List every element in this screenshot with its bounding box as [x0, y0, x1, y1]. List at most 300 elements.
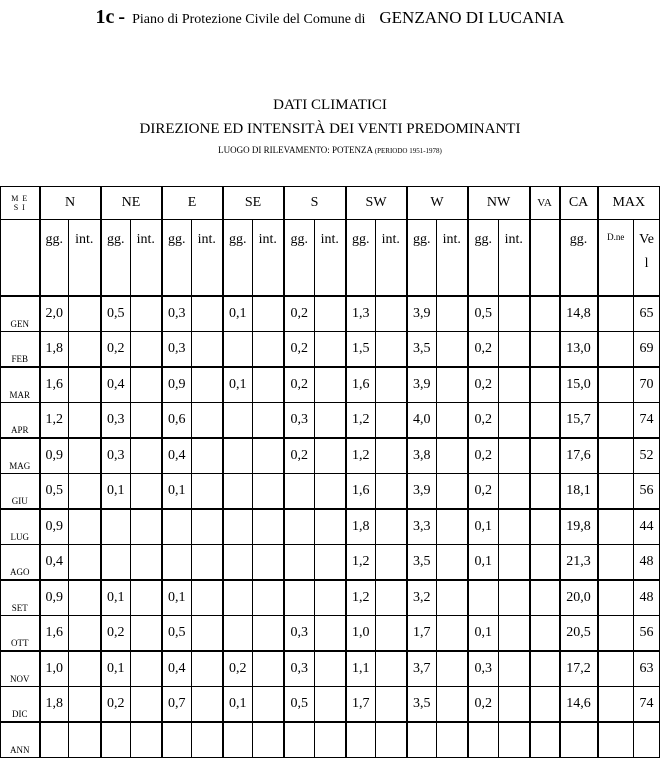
table-row: [1, 367, 660, 403]
data-cell: 1,3: [346, 296, 376, 332]
data-cell: [437, 474, 468, 510]
subheader-gg: gg.: [223, 220, 253, 297]
data-cell: [437, 687, 468, 723]
data-cell: 0,9: [40, 438, 69, 474]
data-cell: [315, 367, 346, 403]
data-cell: [131, 651, 162, 687]
subheader-int: int.: [253, 220, 284, 297]
data-cell: [223, 722, 253, 758]
data-cell: 0,3: [284, 403, 315, 439]
data-cell: 0,9: [40, 509, 69, 545]
data-cell: [315, 651, 346, 687]
data-cell: [192, 438, 223, 474]
data-cell: [69, 509, 101, 545]
month-label: GEN: [1, 296, 40, 332]
data-cell: 0,3: [468, 651, 499, 687]
data-cell: [376, 509, 407, 545]
data-cell: 0,3: [284, 616, 315, 652]
max-subheader-speed: [634, 220, 660, 297]
data-cell: 0,1: [223, 687, 253, 723]
data-cell: 0,1: [101, 580, 131, 616]
data-cell: [253, 403, 284, 439]
mesi-label-1: M E: [11, 194, 29, 203]
data-cell: 3,5: [407, 332, 437, 368]
data-cell: [437, 722, 468, 758]
data-cell: [69, 616, 101, 652]
data-cell: 1,2: [346, 580, 376, 616]
data-cell: [69, 545, 101, 581]
data-cell: 15,0: [560, 367, 598, 403]
data-cell: [131, 403, 162, 439]
data-cell: 3,2: [407, 580, 437, 616]
data-cell: 0,5: [101, 296, 131, 332]
subheader-gg: gg.: [346, 220, 376, 297]
table-row: [1, 509, 660, 545]
data-cell: [253, 545, 284, 581]
data-cell: [437, 438, 468, 474]
data-cell: 0,3: [101, 403, 131, 439]
data-cell: [223, 403, 253, 439]
data-cell: 63: [634, 651, 660, 687]
va-subheader-empty: [530, 220, 560, 297]
data-cell: [598, 296, 634, 332]
data-cell: [560, 722, 598, 758]
data-cell: [499, 687, 530, 723]
data-cell: [69, 403, 101, 439]
data-cell: 20,5: [560, 616, 598, 652]
data-cell: [192, 545, 223, 581]
data-cell: 14,8: [560, 296, 598, 332]
data-cell: [253, 580, 284, 616]
data-cell: [69, 651, 101, 687]
data-cell: [407, 722, 437, 758]
subheader-gg: gg.: [40, 220, 69, 297]
data-cell: 0,1: [101, 651, 131, 687]
data-cell: [315, 616, 346, 652]
data-cell: [376, 616, 407, 652]
data-cell: [192, 474, 223, 510]
data-cell: 0,1: [162, 580, 192, 616]
data-cell: [376, 367, 407, 403]
municipality-name: GENZANO DI LUCANIA: [379, 8, 565, 27]
data-cell: [69, 687, 101, 723]
data-cell: 0,4: [162, 651, 192, 687]
data-cell: 1,2: [346, 545, 376, 581]
data-cell: 15,7: [560, 403, 598, 439]
data-cell: [253, 616, 284, 652]
data-cell: 20,0: [560, 580, 598, 616]
data-cell: [223, 545, 253, 581]
data-cell: 0,1: [223, 296, 253, 332]
table-row: [1, 438, 660, 474]
data-cell: [131, 722, 162, 758]
data-cell: [346, 722, 376, 758]
title-line-3: [0, 145, 660, 155]
table-row: [1, 616, 660, 652]
data-cell: [69, 722, 101, 758]
data-cell: [192, 509, 223, 545]
data-cell: 3,9: [407, 296, 437, 332]
month-label: GIU: [1, 474, 40, 510]
data-cell: [499, 332, 530, 368]
data-cell: [315, 438, 346, 474]
data-cell: 3,8: [407, 438, 437, 474]
data-cell: [499, 580, 530, 616]
data-cell: [131, 509, 162, 545]
data-cell: [162, 722, 192, 758]
data-cell: 0,1: [101, 474, 131, 510]
table-row: [1, 332, 660, 368]
mesi-header: [1, 187, 40, 220]
data-cell: [598, 545, 634, 581]
data-cell: [468, 722, 499, 758]
data-cell: [69, 332, 101, 368]
data-cell: [69, 438, 101, 474]
data-cell: [598, 332, 634, 368]
data-cell: [530, 616, 560, 652]
data-cell: 0,2: [468, 403, 499, 439]
survey-period: (PERIODO 1951-1978): [374, 147, 442, 155]
subheader-int: int.: [499, 220, 530, 297]
data-cell: 0,2: [101, 687, 131, 723]
data-cell: 48: [634, 580, 660, 616]
data-cell: 0,5: [40, 474, 69, 510]
ca-subheader-gg: gg.: [560, 220, 598, 297]
data-cell: 1,0: [40, 651, 69, 687]
data-cell: 0,5: [284, 687, 315, 723]
data-cell: 18,1: [560, 474, 598, 510]
data-cell: 0,3: [162, 296, 192, 332]
data-cell: [131, 545, 162, 581]
ca-header: CA: [560, 187, 598, 220]
subheader-int: int.: [131, 220, 162, 297]
data-cell: [253, 438, 284, 474]
data-cell: [598, 580, 634, 616]
month-label: LUG: [1, 509, 40, 545]
data-cell: 1,2: [346, 438, 376, 474]
wind-data-table: [0, 186, 660, 758]
data-cell: 0,2: [101, 616, 131, 652]
data-cell: [499, 296, 530, 332]
data-cell: [530, 296, 560, 332]
data-cell: [131, 438, 162, 474]
data-cell: 1,6: [346, 367, 376, 403]
data-cell: 0,3: [162, 332, 192, 368]
va-header: VA: [530, 187, 560, 220]
data-cell: 17,2: [560, 651, 598, 687]
data-cell: 3,3: [407, 509, 437, 545]
data-cell: [315, 722, 346, 758]
data-cell: [192, 687, 223, 723]
data-cell: 52: [634, 438, 660, 474]
max-subheader-speed-line2: l: [644, 256, 649, 271]
data-cell: 0,4: [40, 545, 69, 581]
data-cell: [223, 580, 253, 616]
data-cell: [530, 438, 560, 474]
data-cell: [192, 332, 223, 368]
data-cell: [101, 545, 131, 581]
data-cell: [376, 651, 407, 687]
data-cell: [634, 722, 660, 758]
data-cell: [499, 616, 530, 652]
data-cell: [192, 296, 223, 332]
data-cell: 0,2: [284, 296, 315, 332]
data-cell: [437, 616, 468, 652]
data-cell: [315, 687, 346, 723]
data-cell: 1,8: [346, 509, 376, 545]
data-cell: 0,3: [101, 438, 131, 474]
data-cell: 0,2: [468, 438, 499, 474]
table-row: [1, 687, 660, 723]
subheader-gg: gg.: [284, 220, 315, 297]
data-cell: [69, 474, 101, 510]
data-cell: 1,1: [346, 651, 376, 687]
data-cell: [437, 509, 468, 545]
subheader-int: int.: [376, 220, 407, 297]
data-cell: [131, 332, 162, 368]
data-cell: [253, 722, 284, 758]
data-cell: 56: [634, 616, 660, 652]
data-cell: [101, 722, 131, 758]
data-cell: [284, 509, 315, 545]
data-cell: [598, 403, 634, 439]
data-cell: [253, 367, 284, 403]
data-cell: [284, 545, 315, 581]
data-cell: 3,5: [407, 545, 437, 581]
data-cell: [315, 332, 346, 368]
data-cell: 44: [634, 509, 660, 545]
data-cell: [253, 332, 284, 368]
data-cell: [131, 474, 162, 510]
data-cell: 0,5: [162, 616, 192, 652]
data-cell: 2,0: [40, 296, 69, 332]
direction-header: NE: [101, 187, 162, 220]
data-cell: [223, 474, 253, 510]
table-row: [1, 403, 660, 439]
data-cell: [437, 296, 468, 332]
data-cell: 69: [634, 332, 660, 368]
document-code: 1c: [95, 6, 115, 28]
data-cell: 0,2: [223, 651, 253, 687]
data-cell: [598, 722, 634, 758]
direction-header: W: [407, 187, 468, 220]
data-cell: 0,7: [162, 687, 192, 723]
data-cell: 13,0: [560, 332, 598, 368]
data-cell: [192, 580, 223, 616]
data-cell: 0,9: [40, 580, 69, 616]
data-cell: [223, 616, 253, 652]
data-cell: 0,4: [162, 438, 192, 474]
data-cell: [315, 474, 346, 510]
data-cell: [598, 687, 634, 723]
data-cell: 0,2: [284, 367, 315, 403]
data-cell: [499, 367, 530, 403]
data-cell: [69, 296, 101, 332]
data-cell: 1,6: [346, 474, 376, 510]
data-cell: 0,2: [468, 332, 499, 368]
data-cell: [376, 545, 407, 581]
data-cell: [376, 438, 407, 474]
data-cell: [499, 474, 530, 510]
data-cell: [131, 580, 162, 616]
data-cell: 1,5: [346, 332, 376, 368]
subheader-int: int.: [315, 220, 346, 297]
mesi-label-2: S I: [13, 203, 26, 212]
data-cell: [284, 474, 315, 510]
data-cell: [530, 722, 560, 758]
data-cell: [69, 580, 101, 616]
data-cell: [437, 403, 468, 439]
data-cell: [101, 509, 131, 545]
data-cell: 0,2: [468, 687, 499, 723]
data-cell: 1,7: [346, 687, 376, 723]
data-cell: 1,7: [407, 616, 437, 652]
header-subtitle: Piano di Protezione Civile del Comune di: [132, 12, 366, 27]
data-cell: [315, 403, 346, 439]
data-cell: [253, 509, 284, 545]
data-cell: 3,9: [407, 367, 437, 403]
data-cell: [376, 296, 407, 332]
title-line-2: DIREZIONE ED INTENSITÀ DEI VENTI PREDOMINANTI: [139, 121, 521, 137]
data-cell: 74: [634, 403, 660, 439]
data-cell: [162, 545, 192, 581]
data-cell: 0,4: [101, 367, 131, 403]
data-cell: [192, 616, 223, 652]
data-cell: [376, 722, 407, 758]
data-cell: [530, 545, 560, 581]
data-cell: 0,5: [468, 296, 499, 332]
data-cell: 0,1: [468, 545, 499, 581]
data-cell: 0,1: [223, 367, 253, 403]
data-cell: 0,2: [284, 438, 315, 474]
survey-location: LUOGO DI RILEVAMENTO: POTENZA: [218, 145, 373, 155]
table-row: [1, 296, 660, 332]
data-cell: 0,2: [468, 474, 499, 510]
wind-table-body: [1, 187, 660, 758]
max-subheader-speed-line1: Ve: [639, 232, 654, 247]
data-cell: [162, 509, 192, 545]
data-cell: [499, 438, 530, 474]
data-cell: [499, 722, 530, 758]
data-cell: [499, 545, 530, 581]
data-cell: [131, 367, 162, 403]
data-cell: [598, 367, 634, 403]
data-cell: [437, 332, 468, 368]
data-cell: [131, 687, 162, 723]
data-cell: 1,2: [40, 403, 69, 439]
data-cell: [499, 403, 530, 439]
data-cell: [499, 651, 530, 687]
document-header: [0, 6, 660, 29]
month-label: NOV: [1, 651, 40, 687]
mesi-subheader-empty: [1, 220, 40, 297]
data-cell: [530, 580, 560, 616]
data-cell: [437, 367, 468, 403]
data-cell: 1,8: [40, 332, 69, 368]
data-cell: 0,6: [162, 403, 192, 439]
subheader-gg: gg.: [468, 220, 499, 297]
data-cell: [223, 332, 253, 368]
data-cell: 17,6: [560, 438, 598, 474]
data-cell: [315, 509, 346, 545]
data-cell: [437, 545, 468, 581]
data-cell: 70: [634, 367, 660, 403]
data-cell: 48: [634, 545, 660, 581]
data-cell: 56: [634, 474, 660, 510]
data-cell: [530, 332, 560, 368]
data-cell: 74: [634, 687, 660, 723]
month-label: FEB: [1, 332, 40, 368]
data-cell: 1,6: [40, 367, 69, 403]
data-cell: 0,9: [162, 367, 192, 403]
direction-header: NW: [468, 187, 530, 220]
data-cell: [530, 474, 560, 510]
data-cell: [223, 438, 253, 474]
month-label: MAR: [1, 367, 40, 403]
table-row: [1, 474, 660, 510]
max-subheader-direction: D.ne: [598, 220, 634, 297]
data-cell: [530, 509, 560, 545]
data-cell: [530, 651, 560, 687]
data-cell: [376, 687, 407, 723]
subheader-int: int.: [192, 220, 223, 297]
data-cell: [69, 367, 101, 403]
table-row: [1, 580, 660, 616]
data-cell: [315, 545, 346, 581]
table-row: [1, 651, 660, 687]
data-cell: 3,7: [407, 651, 437, 687]
direction-header: N: [40, 187, 101, 220]
data-cell: [192, 651, 223, 687]
month-label: SET: [1, 580, 40, 616]
month-label: DIC: [1, 687, 40, 723]
subheader-gg: gg.: [407, 220, 437, 297]
header-dash: -: [118, 6, 126, 28]
data-cell: [192, 403, 223, 439]
data-cell: [253, 296, 284, 332]
table-row: [1, 545, 660, 581]
data-cell: 1,6: [40, 616, 69, 652]
data-cell: [598, 438, 634, 474]
month-label: OTT: [1, 616, 40, 652]
direction-header: SW: [346, 187, 407, 220]
data-cell: 65: [634, 296, 660, 332]
data-cell: 3,9: [407, 474, 437, 510]
direction-header: SE: [223, 187, 284, 220]
data-cell: 1,2: [346, 403, 376, 439]
data-cell: [253, 687, 284, 723]
data-cell: [284, 580, 315, 616]
month-label: APR: [1, 403, 40, 439]
data-cell: [315, 580, 346, 616]
data-cell: [376, 332, 407, 368]
subheader-int: int.: [437, 220, 468, 297]
data-cell: 19,8: [560, 509, 598, 545]
data-cell: [284, 722, 315, 758]
data-cell: 14,6: [560, 687, 598, 723]
data-cell: [468, 580, 499, 616]
data-cell: [131, 296, 162, 332]
data-cell: [40, 722, 69, 758]
subheader-gg: gg.: [162, 220, 192, 297]
data-cell: [437, 651, 468, 687]
data-cell: 0,2: [468, 367, 499, 403]
title-line-1: DATI CLIMATICI: [273, 97, 387, 113]
data-cell: [598, 616, 634, 652]
data-cell: [376, 474, 407, 510]
data-cell: [598, 474, 634, 510]
data-cell: [499, 509, 530, 545]
